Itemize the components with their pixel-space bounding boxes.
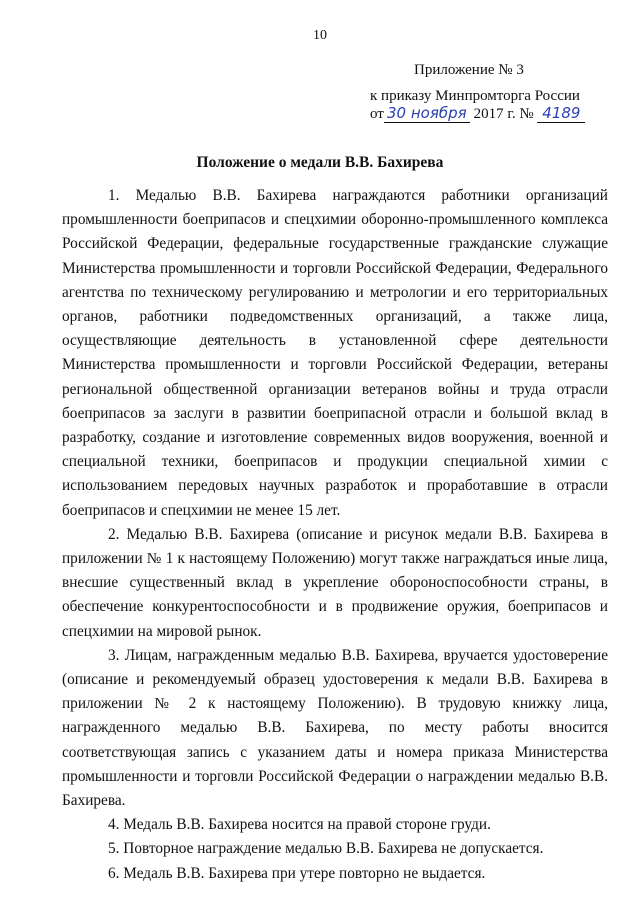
document-title: Положение о медали В.В. Бахирева	[196, 154, 444, 171]
page-number: 10	[313, 28, 327, 43]
paragraph-5: 5. Повторное награждение медалью В.В. Бахирева не допускается.	[108, 840, 544, 858]
paragraph-3: 3. Лицам, награжденным медалью В.В. Бахирева, вручается удостоверение (описание и рекомендуемый образец удостоверения к медали В.В. Бахирева в приложении № 2 к настоящему Положению). В трудовую книжку лица, награжденного медалью В.В. Бахирева, по месту работы вносится соответствующая запись с указанием даты и номера приказа Министерства промышленности и торговли Российской Федерации о награждении медалью В.В. Бахирева.	[62, 646, 608, 810]
date-suffix: 2017 г. №	[473, 106, 534, 122]
paragraph-1: 1. Медалью В.В. Бахирева награждаются работники организаций промышленности боеприпасов и спецхимии оборонно-промышленного комплекса Российской Федерации, федеральные государственные гражданские служащие Министерства промышленности и торговли Российской Федерации, Федерального агентства по техническому регулированию и метрологии и его территориальных органов, работники подведомственных организаций, а также лица, осуществляющие деятельность в установленной сфере деятельности Министерства промышленности и торговли Российской Федерации, ветераны региональной общественной организации ветеранов войны и труда отрасли боеприпасов за заслуги в развитии боеприпасной отрасли и большой вклад в разработку, создание и изготовление современных видов вооружения, военной и специальной техники, боеприпасов и продукции специальной химии с использованием передовых научных разработок и проработавшие в отрасли боеприпасов и спецхимии не менее 15 лет.	[62, 187, 608, 519]
handwritten-order-number: 4189	[537, 105, 585, 123]
paragraph-2: 2. Медалью В.В. Бахирева (описание и рисунок медали В.В. Бахирева в приложении № 1 к настоящему Положению) могут также награждаться иные лица, внесшие существенный вклад в укрепление обороноспособности страны, в обеспечение конкурентоспособности и в продвижение оружия, боеприпасов и спецхимии на мировой рынок.	[62, 525, 608, 640]
paragraph-4: 4. Медаль В.В. Бахирева носится на правой стороне груди.	[108, 816, 491, 834]
appendix-order-reference: к приказу Минпромторга России	[370, 88, 580, 104]
date-prefix: от	[370, 106, 384, 122]
handwritten-date: 30 ноября	[384, 105, 470, 123]
document-body	[62, 184, 608, 886]
appendix-title: Приложение № 3	[414, 62, 524, 78]
appendix-date-line	[370, 104, 620, 124]
paragraph-6: 6. Медаль В.В. Бахирева при утере повторно не выдается.	[108, 864, 486, 882]
